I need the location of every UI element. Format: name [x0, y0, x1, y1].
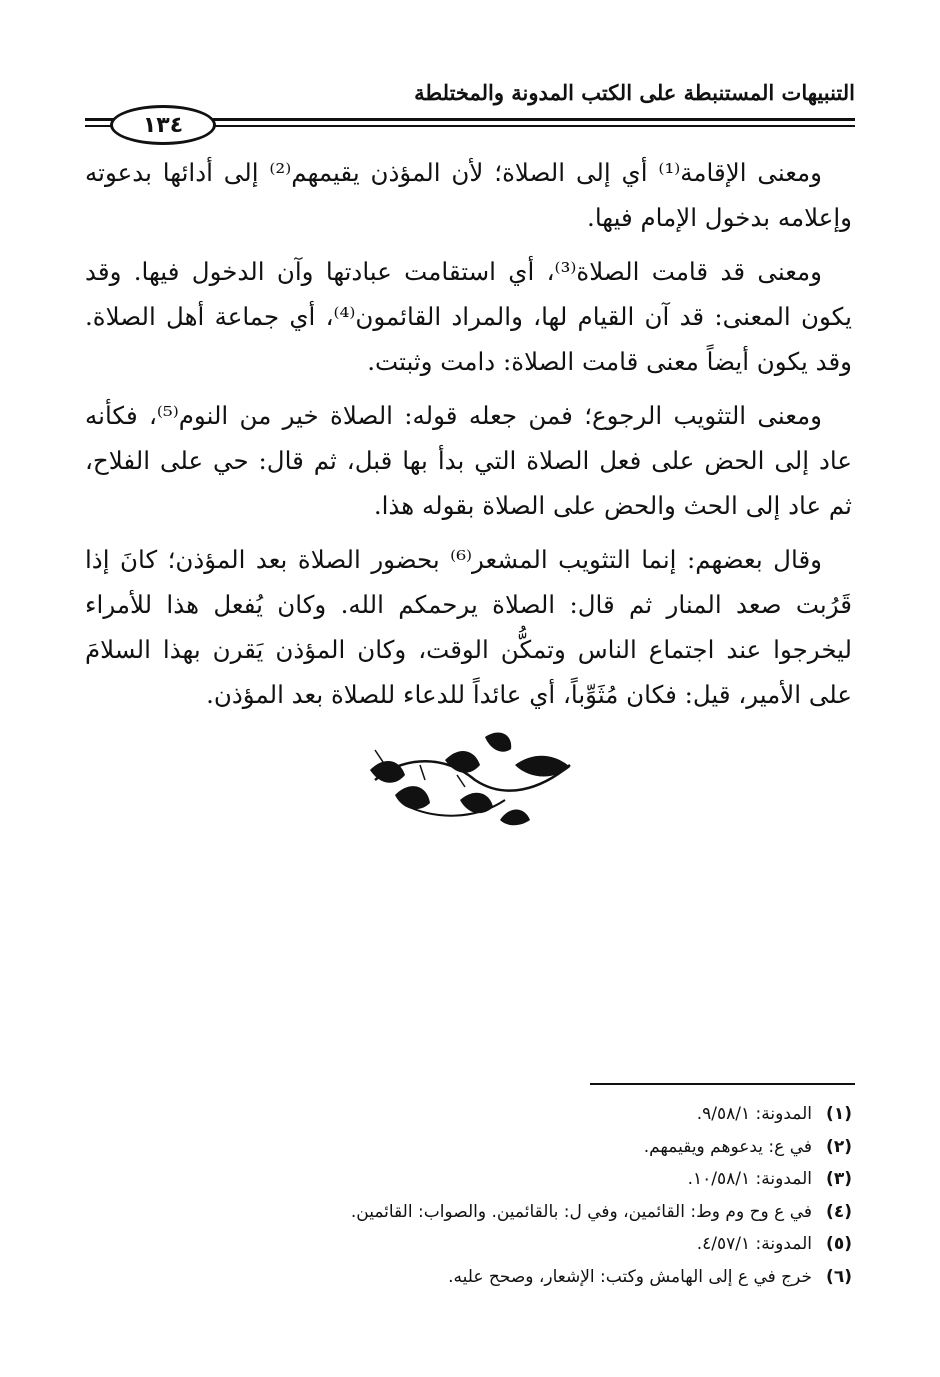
- paragraph: وقال بعضهم: إنما التثويب المشعر⁽⁶⁾ بحضور الصلاة بعد المؤذن؛ كانَ إذا قَرُبت صعد المنار ثم قال: الصلاة يرحمكم الله. وكان يُفعل هذا للأمراء ليخرجوا عند اجتماع الناس وتمكُّن الوقت، وكان المؤذن يَقرن بهذا السلامَ على الأمير، قيل: فكان مُثَوِّباً، أي عائداً للدعاء للصلاة بعد المؤذن.: [85, 545, 852, 709]
- body-text: [85, 150, 852, 726]
- footnote-item: [85, 1131, 852, 1164]
- footnote-item: [85, 1228, 852, 1261]
- footnote-item: [85, 1163, 852, 1196]
- footnote-text: في ع: يدعوهم ويقيمهم.: [643, 1136, 812, 1157]
- floral-ornament-icon: [365, 725, 580, 830]
- footnote-number: (١): [826, 1104, 852, 1124]
- footnote-text: المدونة: ٤/٥٧/١.: [696, 1234, 812, 1254]
- footnotes: [85, 1098, 852, 1293]
- footnote-number: (٣): [826, 1169, 852, 1189]
- footnote-number: (٤): [826, 1201, 852, 1222]
- footnote-item: [85, 1196, 852, 1229]
- footnote-number: (٥): [826, 1234, 852, 1254]
- footnote-number: (٢): [826, 1136, 852, 1157]
- paragraph: ومعنى الإقامة⁽¹⁾ أي إلى الصلاة؛ لأن المؤذن يقيمهم⁽²⁾ إلى أدائها بدعوته وإعلامه بدخول الإمام فيها.: [85, 158, 852, 232]
- footnote-item: [85, 1098, 852, 1131]
- footnote-text: في ع وح وم وط: القائمين، وفي ل: بالقائمين. والصواب: القائمين.: [350, 1201, 812, 1222]
- paragraph: ومعنى التثويب الرجوع؛ فمن جعله قوله: الصلاة خير من النوم⁽⁵⁾، فكأنه عاد إلى الحض على فعل الصلاة التي بدأ بها قبل، ثم قال: حي على الفلاح، ثم عاد إلى الحث والحض على الصلاة بقوله هذا.: [85, 401, 852, 520]
- footnote-number: (٦): [826, 1266, 852, 1287]
- running-header-title: التنبيهات المستنبطة على الكتب المدونة والمختلطة: [414, 80, 855, 105]
- footnote-text: خرج في ع إلى الهامش وكتب: الإشعار، وصحح عليه.: [448, 1266, 812, 1287]
- footnote-text: المدونة: ١٠/٥٨/١.: [687, 1169, 812, 1189]
- footnote-item: [85, 1261, 852, 1294]
- paragraph: ومعنى قد قامت الصلاة⁽³⁾، أي استقامت عبادتها وآن الدخول فيها. وقد يكون المعنى: قد آن القيام لها، والمراد القائمون⁽⁴⁾، أي جماعة أهل الصلاة. وقد يكون أيضاً معنى قامت الصلاة: دامت وثبتت.: [85, 257, 852, 376]
- page-number-badge: ١٣٤: [110, 105, 216, 145]
- footnote-separator: [590, 1083, 855, 1085]
- footnote-text: المدونة: ٩/٥٨/١.: [696, 1104, 812, 1124]
